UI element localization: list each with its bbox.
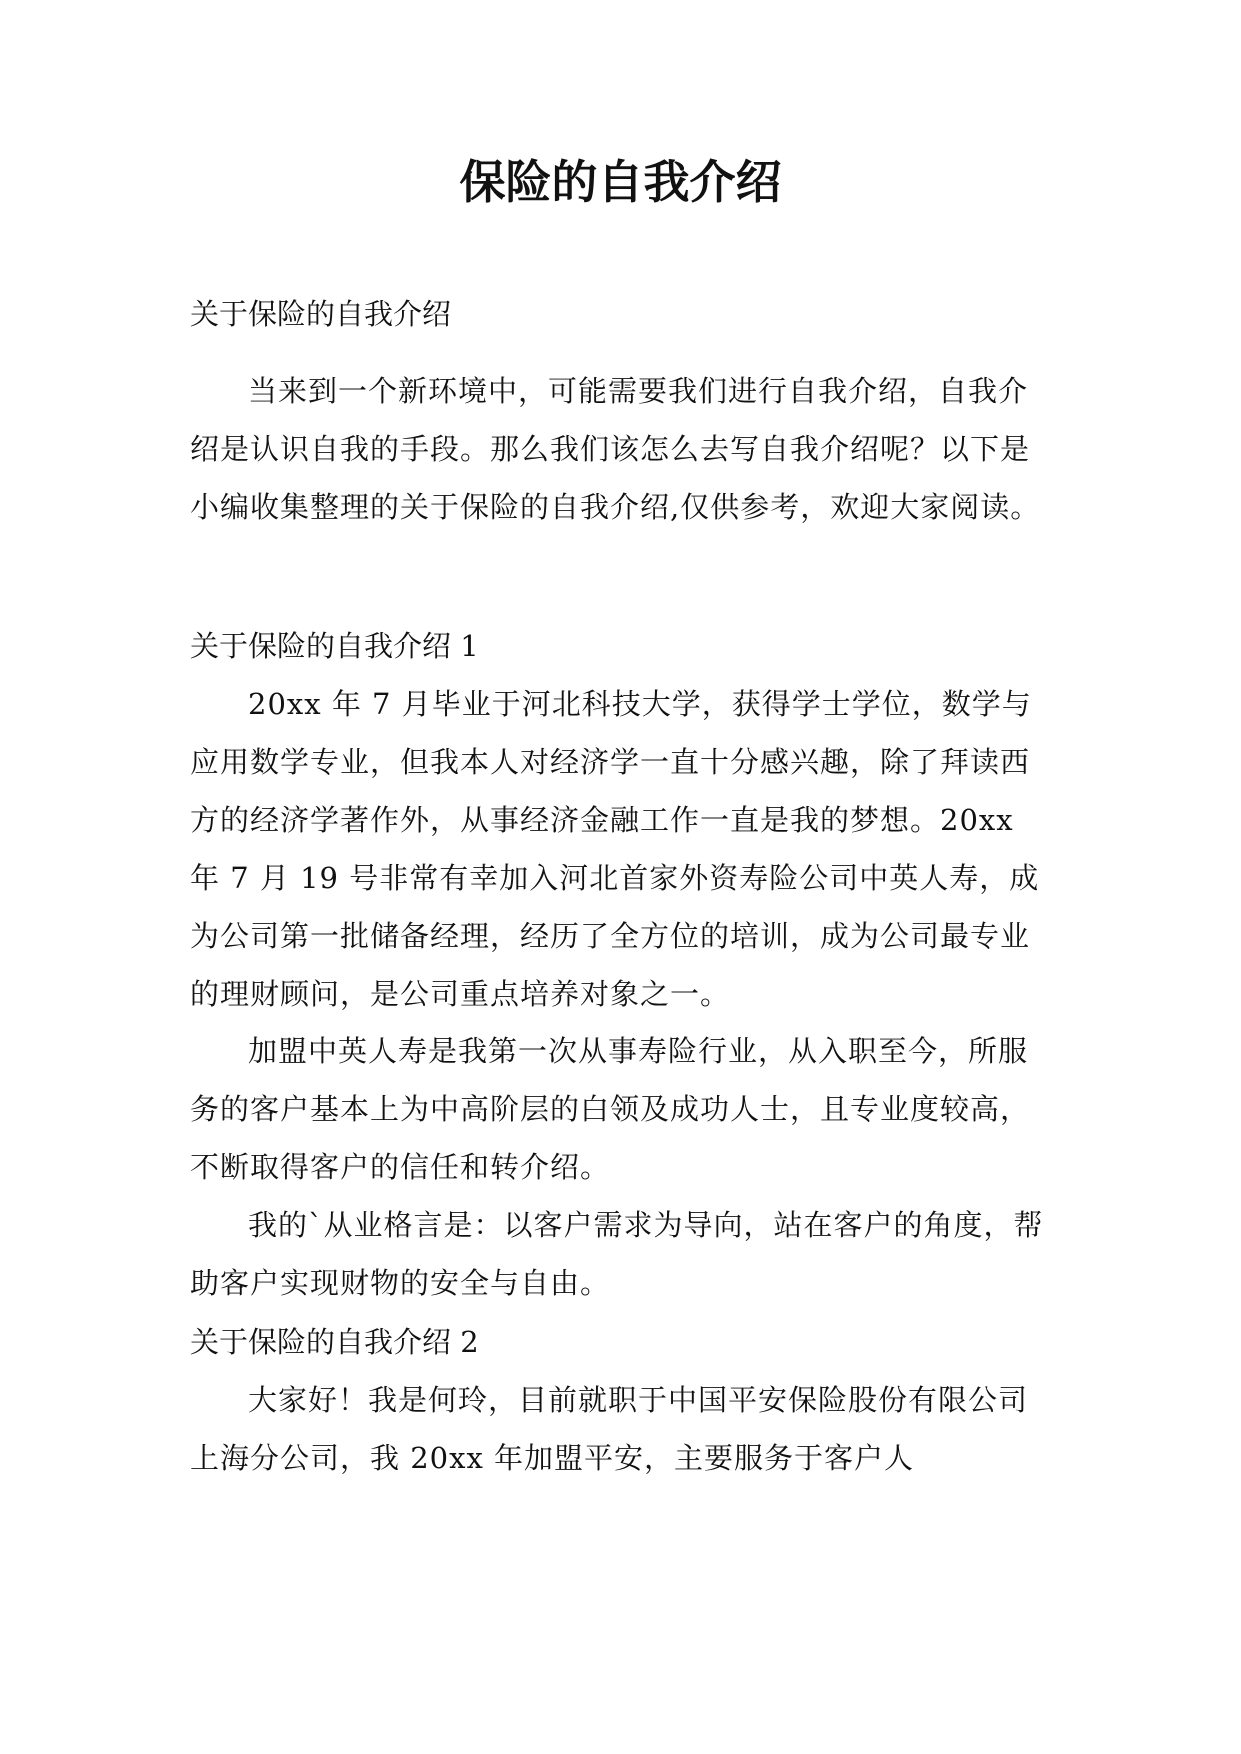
section-1-paragraph-3: 我的`从业格言是：以客户需求为导向，站在客户的角度，帮助客户实现财物的安全与自由。 <box>190 1208 1044 1300</box>
section-1-heading: 关于保险的自我介绍 1 <box>190 629 479 663</box>
document-subtitle: 关于保险的自我介绍 <box>190 297 452 331</box>
intro-paragraph: 当来到一个新环境中，可能需要我们进行自我介绍，自我介绍是认识自我的手段。那么我们该怎么去写自我介绍呢？以下是小编收集整理的关于保险的自我介绍,仅供参考，欢迎大家阅读。 <box>190 374 1041 524</box>
section-1-paragraph-2: 加盟中英人寿是我第一次从事寿险行业，从入职至今，所服务的客户基本上为中高阶层的白领及成功人士，且专业度较高，不断取得客户的信任和转介绍。 <box>190 1034 1031 1184</box>
section-2-heading: 关于保险的自我介绍 2 <box>190 1325 479 1359</box>
section-1-paragraph-1: 20xx 年 7 月毕业于河北科技大学，获得学士学位，数学与应用数学专业，但我本人对经济学一直十分感兴趣，除了拜读西方的经济学著作外，从事经济金融工作一直是我的梦想。20xx 年 7 月 19 号非常有幸加入河北首家外资寿险公司中英人寿，成为公司第一批储备经理，经历了全方位的培训，成为公司最专业的理财顾问，是公司重点培养对象之一。 <box>190 687 1040 1011</box>
document-title: 保险的自我介绍 <box>459 155 782 209</box>
section-2-paragraph-1: 大家好！我是何玲，目前就职于中国平安保险股份有限公司上海分公司，我 20xx 年加盟平安，主要服务于客户人 <box>190 1383 1029 1475</box>
